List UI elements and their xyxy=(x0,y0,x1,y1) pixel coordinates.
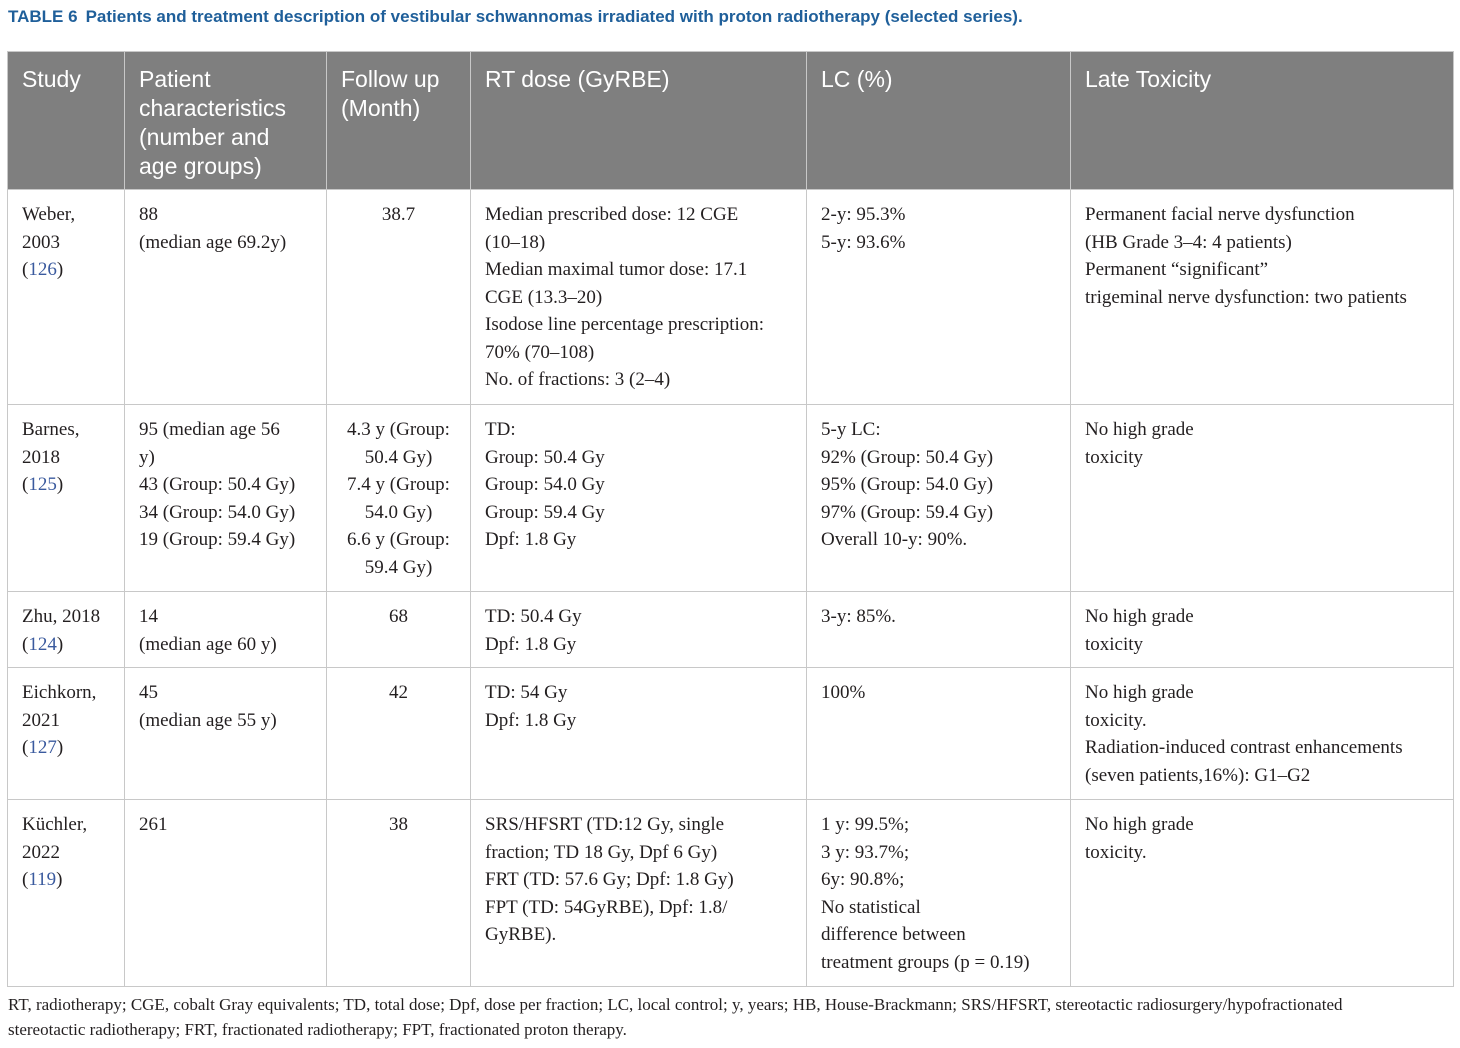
cell-line: 42 xyxy=(389,682,408,703)
cell-line: FRT (TD: 57.6 Gy; Dpf: 1.8 Gy) xyxy=(485,869,734,890)
cell-line: 3-y: 85%. xyxy=(821,606,896,627)
cell-line: difference between xyxy=(821,924,966,945)
cell-line: Barnes, xyxy=(22,419,80,440)
cell-line: (seven patients,16%): G1–G2 xyxy=(1085,764,1311,786)
cell-line: Permanent “significant” xyxy=(1085,259,1269,280)
patients-cell xyxy=(125,668,327,800)
header-patient-characteristics xyxy=(125,52,327,190)
citation-link[interactable]: 119 xyxy=(28,869,57,890)
toxicity-cell xyxy=(1071,668,1454,800)
header-follow-up xyxy=(327,52,471,190)
citation-line: (126) xyxy=(22,259,64,280)
table-row xyxy=(8,592,1454,668)
cell-line: CGE (13.3–20) xyxy=(485,286,603,308)
cell-line: 38.7 xyxy=(381,204,416,225)
toxicity-cell xyxy=(1071,190,1454,405)
cell-line: Overall 10-y: 90%. xyxy=(821,529,968,550)
toxicity-cell xyxy=(1071,800,1454,987)
cell-line: TD: 50.4 Gy xyxy=(485,606,582,627)
table-title: Patients and treatment description of vestibular schwannomas irradiated with proton radiotherapy (selected series). xyxy=(85,7,1023,26)
cell-line: toxicity xyxy=(1085,446,1144,468)
lc-cell xyxy=(807,592,1071,668)
cell-line: Group: 50.4 Gy xyxy=(485,446,605,468)
patients-cell xyxy=(125,800,327,987)
header-line: Late Toxicity xyxy=(1085,66,1212,92)
dose-cell xyxy=(471,800,807,987)
citation-link[interactable]: 126 xyxy=(28,259,57,280)
cell-line: Dpf: 1.8 Gy xyxy=(485,709,577,731)
cell-line: Zhu, 2018 xyxy=(22,606,101,627)
cell-line: 68 xyxy=(389,606,408,627)
cell-line: (10–18) xyxy=(485,231,546,253)
dose-cell xyxy=(471,668,807,800)
cell-line: 2021 xyxy=(22,709,60,731)
cell-line: 1 y: 99.5%; xyxy=(821,814,910,835)
cell-line: Group: 54.0 Gy xyxy=(485,474,605,495)
citation-link[interactable]: 124 xyxy=(28,633,57,655)
lc-cell xyxy=(807,668,1071,800)
cell-line: 14 xyxy=(139,606,158,627)
cell-line: TD: xyxy=(485,419,516,440)
citation-link[interactable]: 125 xyxy=(28,474,57,495)
cell-line: toxicity xyxy=(1085,633,1144,655)
cell-line: 2018 xyxy=(22,446,60,468)
dose-cell xyxy=(471,405,807,592)
cell-line: y) xyxy=(139,446,155,468)
header-line: age groups) xyxy=(139,153,262,179)
cell-line: 92% (Group: 50.4 Gy) xyxy=(821,446,994,468)
cell-line: 5-y: 93.6% xyxy=(821,231,906,253)
header-line: Study xyxy=(22,66,81,92)
cell-line: 97% (Group: 59.4 Gy) xyxy=(821,501,994,523)
dose-cell xyxy=(471,190,807,405)
header-line: Patient xyxy=(139,66,211,92)
citation-link[interactable]: 127 xyxy=(28,737,57,758)
table-footnote xyxy=(8,992,1456,1042)
cell-line: 54.0 Gy) xyxy=(364,501,433,523)
study-cell xyxy=(8,405,125,592)
cell-line: 34 (Group: 54.0 Gy) xyxy=(139,501,296,523)
study-cell xyxy=(8,592,125,668)
citation-line: (127) xyxy=(22,737,64,758)
cell-line: No high grade xyxy=(1085,814,1194,835)
data-table xyxy=(7,51,1454,987)
cell-line: Median maximal tumor dose: 17.1 xyxy=(485,259,748,280)
cell-line: Eichkorn, xyxy=(22,682,97,703)
cell-line: Radiation-induced contrast enhancements xyxy=(1085,737,1403,758)
study-cell xyxy=(8,800,125,987)
cell-line: Group: 59.4 Gy xyxy=(485,501,605,523)
table-row xyxy=(8,668,1454,800)
cell-line: 2003 xyxy=(22,231,60,253)
citation-line: (125) xyxy=(22,474,64,495)
citation-line: (119) xyxy=(22,869,63,890)
cell-line: (median age 55 y) xyxy=(139,709,277,731)
header-line: LC (%) xyxy=(821,66,893,92)
lc-cell xyxy=(807,800,1071,987)
header-row xyxy=(8,52,1454,190)
cell-line: (HB Grade 3–4: 4 patients) xyxy=(1085,231,1292,253)
cell-line: TD: 54 Gy xyxy=(485,682,568,703)
cell-line: Permanent facial nerve dysfunction xyxy=(1085,204,1355,225)
header-rt-dose xyxy=(471,52,807,190)
header-line: characteristics xyxy=(139,95,286,121)
cell-line: 70% (70–108) xyxy=(485,341,595,363)
followup-cell xyxy=(327,190,471,405)
cell-line: SRS/HFSRT (TD:12 Gy, single xyxy=(485,814,725,835)
footnote-line: RT, radiotherapy; CGE, cobalt Gray equivalents; TD, total dose; Dpf, dose per fraction; LC, local control; y, years; HB, House-Brackmann; SRS/HFSRT, stereotactic radiosurgery/hypofractionated xyxy=(8,995,1343,1014)
cell-line: Dpf: 1.8 Gy xyxy=(485,633,577,655)
cell-line: Küchler, xyxy=(22,814,88,835)
study-cell xyxy=(8,190,125,405)
cell-line: 95% (Group: 54.0 Gy) xyxy=(821,474,994,495)
cell-line: 59.4 Gy) xyxy=(364,556,433,578)
patients-cell xyxy=(125,190,327,405)
followup-cell xyxy=(327,800,471,987)
header-study xyxy=(8,52,125,190)
cell-line: 95 (median age 56 xyxy=(139,419,280,440)
cell-line: 38 xyxy=(389,814,408,835)
cell-line: 2-y: 95.3% xyxy=(821,204,906,225)
cell-line: Isodose line percentage prescription: xyxy=(485,314,765,335)
table-body xyxy=(8,190,1454,987)
cell-line: 2022 xyxy=(22,841,60,863)
cell-line: 6y: 90.8%; xyxy=(821,869,905,890)
cell-line: 7.4 y (Group: xyxy=(347,474,450,495)
cell-line: GyRBE). xyxy=(485,924,557,945)
header-line: Follow up xyxy=(341,66,440,92)
dose-cell xyxy=(471,592,807,668)
cell-line: Dpf: 1.8 Gy xyxy=(485,529,577,550)
header-line: (number and xyxy=(139,124,270,150)
cell-line: No high grade xyxy=(1085,606,1194,627)
cell-line: No high grade xyxy=(1085,419,1194,440)
cell-line: Median prescribed dose: 12 CGE xyxy=(485,204,739,225)
header-lc xyxy=(807,52,1071,190)
cell-line: 50.4 Gy) xyxy=(364,446,433,468)
cell-line: 19 (Group: 59.4 Gy) xyxy=(139,529,296,550)
cell-line: 88 xyxy=(139,204,158,225)
cell-line: 43 (Group: 50.4 Gy) xyxy=(139,474,296,495)
cell-line: treatment groups (p = 0.19) xyxy=(821,951,1030,973)
table-row xyxy=(8,190,1454,405)
cell-line: Weber, xyxy=(22,204,76,225)
header-late-toxicity xyxy=(1071,52,1454,190)
study-cell xyxy=(8,668,125,800)
header-line: (Month) xyxy=(341,95,421,121)
cell-line: 6.6 y (Group: xyxy=(347,529,450,550)
cell-line: 261 xyxy=(139,814,168,835)
cell-line: fraction; TD 18 Gy, Dpf 6 Gy) xyxy=(485,841,718,863)
toxicity-cell xyxy=(1071,405,1454,592)
lc-cell xyxy=(807,405,1071,592)
cell-line: 5-y LC: xyxy=(821,419,881,440)
cell-line: No statistical xyxy=(821,896,921,918)
toxicity-cell xyxy=(1071,592,1454,668)
lc-cell xyxy=(807,190,1071,405)
table-label: TABLE 6 xyxy=(8,7,78,26)
followup-cell xyxy=(327,668,471,800)
cell-line: trigeminal nerve dysfunction: two patients xyxy=(1085,286,1407,308)
cell-line: No. of fractions: 3 (2–4) xyxy=(485,369,671,390)
followup-cell xyxy=(327,592,471,668)
cell-line: toxicity. xyxy=(1085,841,1147,863)
patients-cell xyxy=(125,592,327,668)
table-row xyxy=(8,800,1454,987)
footnote-line: stereotactic radiotherapy; FRT, fractionated radiotherapy; FPT, fractionated proton therapy. xyxy=(8,1020,627,1039)
cell-line: FPT (TD: 54GyRBE), Dpf: 1.8/ xyxy=(485,896,728,918)
cell-line: (median age 60 y) xyxy=(139,633,277,655)
cell-line: 3 y: 93.7%; xyxy=(821,841,910,863)
cell-line: (median age 69.2y) xyxy=(139,231,287,253)
followup-cell xyxy=(327,405,471,592)
cell-line: 100% xyxy=(821,682,866,703)
cell-line: 45 xyxy=(139,682,158,703)
citation-line: (124) xyxy=(22,633,64,655)
cell-line: toxicity. xyxy=(1085,709,1147,731)
patients-cell xyxy=(125,405,327,592)
cell-line: 4.3 y (Group: xyxy=(347,419,450,440)
table-row xyxy=(8,405,1454,592)
table-caption xyxy=(8,6,1452,28)
cell-line: No high grade xyxy=(1085,682,1194,703)
header-line: RT dose (GyRBE) xyxy=(485,66,670,92)
